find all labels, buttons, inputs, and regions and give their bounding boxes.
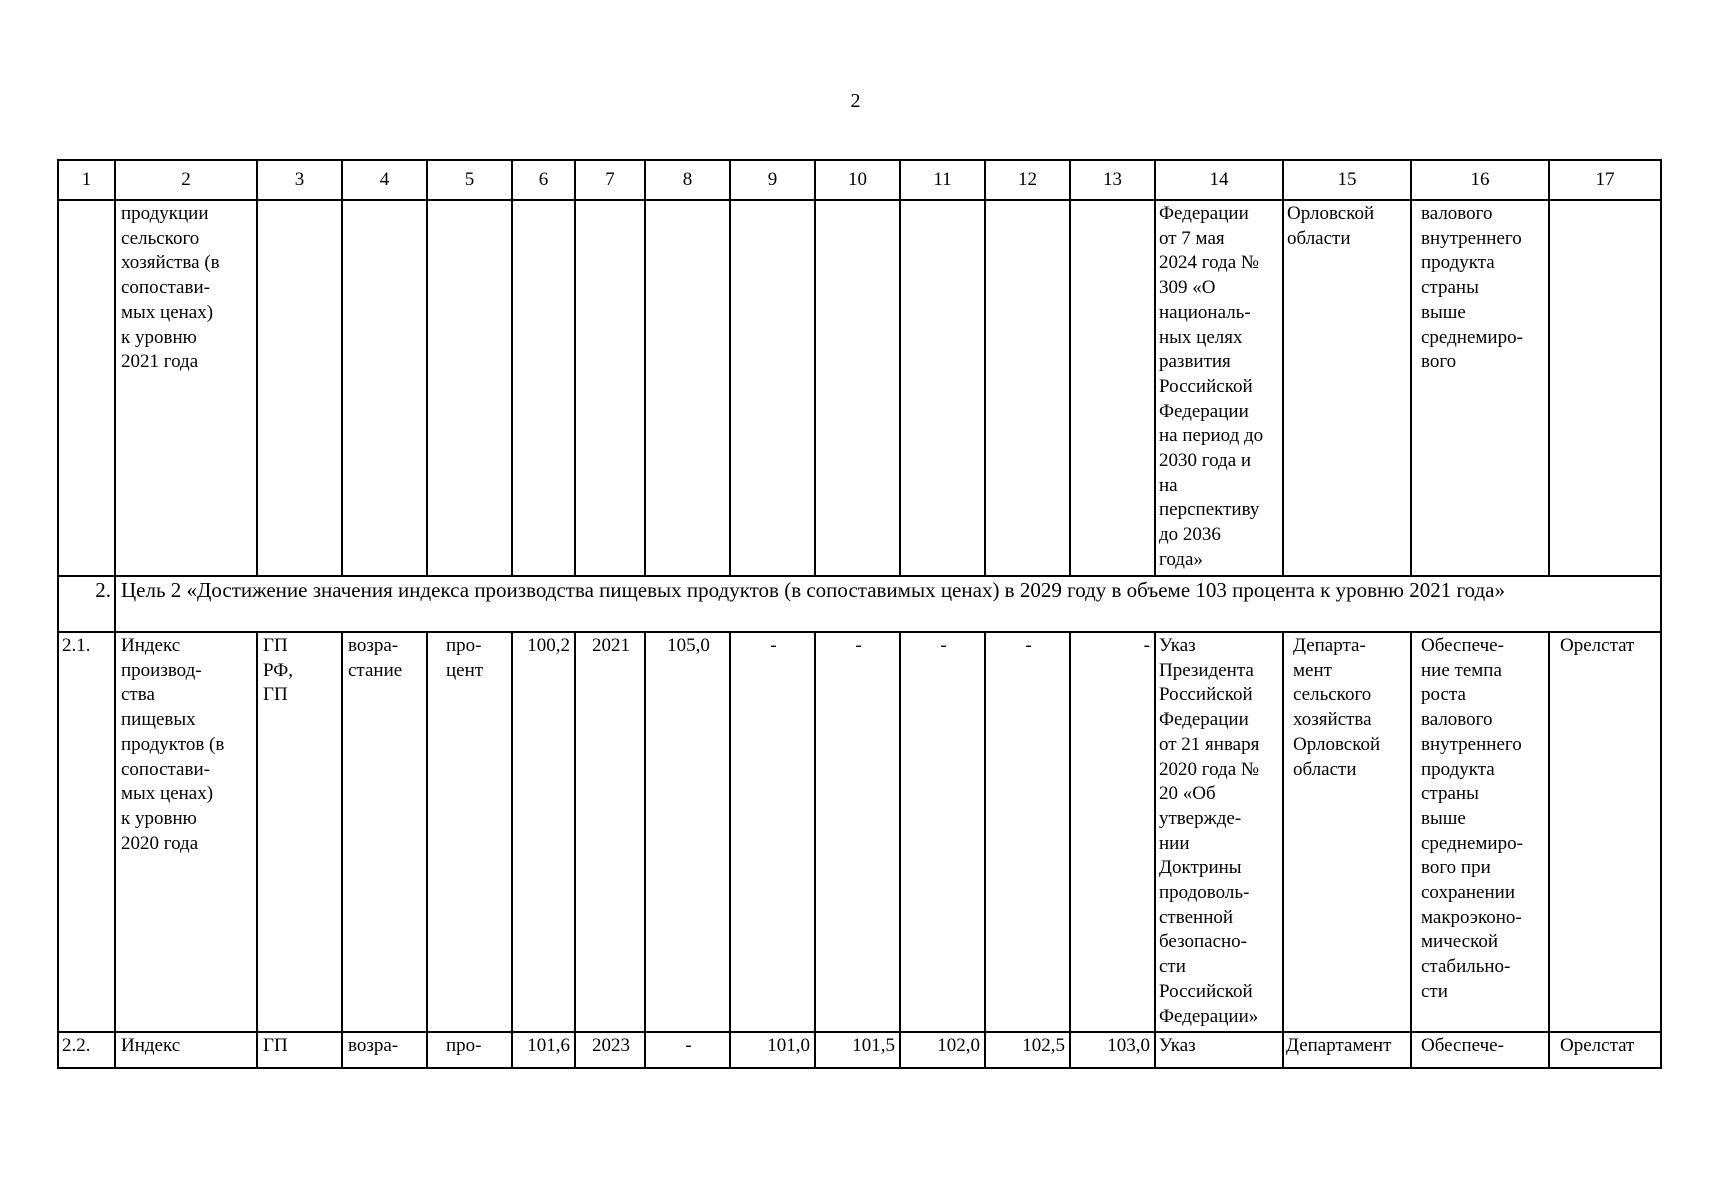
table-cell: [815, 200, 900, 576]
goal-link-cell: Обеспече-: [1411, 1032, 1549, 1068]
document-basis-cell: Указ: [1155, 1032, 1283, 1068]
row-number: 2.1.: [58, 632, 115, 1032]
responsible-cell: Департамент: [1283, 1032, 1411, 1068]
value-cell: -: [1070, 632, 1155, 1032]
table-cell: [645, 200, 730, 576]
value-cell: 101,5: [815, 1032, 900, 1068]
column-number: 10: [815, 160, 900, 200]
indicators-table: [57, 159, 1662, 1069]
column-number: 11: [900, 160, 985, 200]
value-cell: 102,5: [985, 1032, 1070, 1068]
indicator-name-cell: Индекс: [115, 1032, 257, 1068]
base-value-cell: 100,2: [512, 632, 575, 1032]
table-row: [58, 1032, 1661, 1068]
goal-number: 2.: [58, 576, 115, 632]
column-number: 12: [985, 160, 1070, 200]
trend-cell: возра- стание: [342, 632, 427, 1032]
unit-cell: про-: [427, 1032, 512, 1068]
value-cell: -: [730, 632, 815, 1032]
column-number: 3: [257, 160, 342, 200]
responsible-cell: Департа- мент сельского хозяйства Орловской области: [1283, 632, 1411, 1032]
base-year-cell: 2023: [575, 1032, 645, 1068]
goal-link-cell: валового внутреннего продукта страны выше среднемиро- вого: [1411, 200, 1549, 576]
table-cell: [342, 200, 427, 576]
level-cell: ГП РФ, ГП: [257, 632, 342, 1032]
continuation-row: [58, 200, 1661, 576]
table-cell: [985, 200, 1070, 576]
responsible-cell: Орловской области: [1283, 200, 1411, 576]
trend-cell: возра-: [342, 1032, 427, 1068]
base-year-cell: 2021: [575, 632, 645, 1032]
value-cell: 102,0: [900, 1032, 985, 1068]
info-system-cell: Орелстат: [1549, 1032, 1661, 1068]
column-number: 6: [512, 160, 575, 200]
column-number: 15: [1283, 160, 1411, 200]
goal-row: [58, 576, 1661, 632]
value-cell: -: [985, 632, 1070, 1032]
value-cell: -: [900, 632, 985, 1032]
column-number: 17: [1549, 160, 1661, 200]
table-cell: [1070, 200, 1155, 576]
goal-text: Цель 2 «Достижение значения индекса производства пищевых продуктов (в сопоставимых ценах) в 2029 году в объеме 103 процента к уровню 2021 года»: [115, 576, 1661, 632]
column-number: 4: [342, 160, 427, 200]
table-cell: [257, 200, 342, 576]
column-number: 8: [645, 160, 730, 200]
indicator-name-cell: продукции сельского хозяйства (в сопостави- мых ценах) к уровню 2021 года: [115, 200, 257, 576]
value-cell: 101,0: [730, 1032, 815, 1068]
page-number: 2: [850, 90, 861, 112]
unit-cell: про- цент: [427, 632, 512, 1032]
goal-link-cell: Обеспече- ние темпа роста валового внутреннего продукта страны выше среднемиро- вого при сохранении макроэконо- мической стабильно- сти: [1411, 632, 1549, 1032]
indicator-name-cell: Индекс производ- ства пищевых продуктов (в сопостави- мых ценах) к уровню 2020 года: [115, 632, 257, 1032]
column-number: 14: [1155, 160, 1283, 200]
table-cell: [575, 200, 645, 576]
column-number: 16: [1411, 160, 1549, 200]
row-number: 2.2.: [58, 1032, 115, 1068]
table-cell: [58, 200, 115, 576]
column-number: 2: [115, 160, 257, 200]
level-cell: ГП: [257, 1032, 342, 1068]
table-cell: [512, 200, 575, 576]
document-basis-cell: Указ Президента Российской Федерации от 21 января 2020 года № 20 «Об утвержде- нии Доктрины продоволь- ственной безопасно- сти Российской Федерации»: [1155, 632, 1283, 1032]
value-cell: -: [645, 1032, 730, 1068]
table-cell: [730, 200, 815, 576]
column-number: 9: [730, 160, 815, 200]
table-cell: [427, 200, 512, 576]
column-number: 7: [575, 160, 645, 200]
column-number: 13: [1070, 160, 1155, 200]
value-cell: -: [815, 632, 900, 1032]
base-value-cell: 101,6: [512, 1032, 575, 1068]
document-basis-cell: Федерации от 7 мая 2024 года № 309 «О националь- ных целях развития Российской Федерации на период до 2030 года и на перспективу до 2036 года»: [1155, 200, 1283, 576]
table-row: [58, 632, 1661, 1032]
value-cell: 105,0: [645, 632, 730, 1032]
table-cell: [1549, 200, 1661, 576]
column-number: 1: [58, 160, 115, 200]
table-cell: [900, 200, 985, 576]
value-cell: 103,0: [1070, 1032, 1155, 1068]
info-system-cell: Орелстат: [1549, 632, 1661, 1032]
column-number-row: [58, 160, 1661, 200]
column-number: 5: [427, 160, 512, 200]
